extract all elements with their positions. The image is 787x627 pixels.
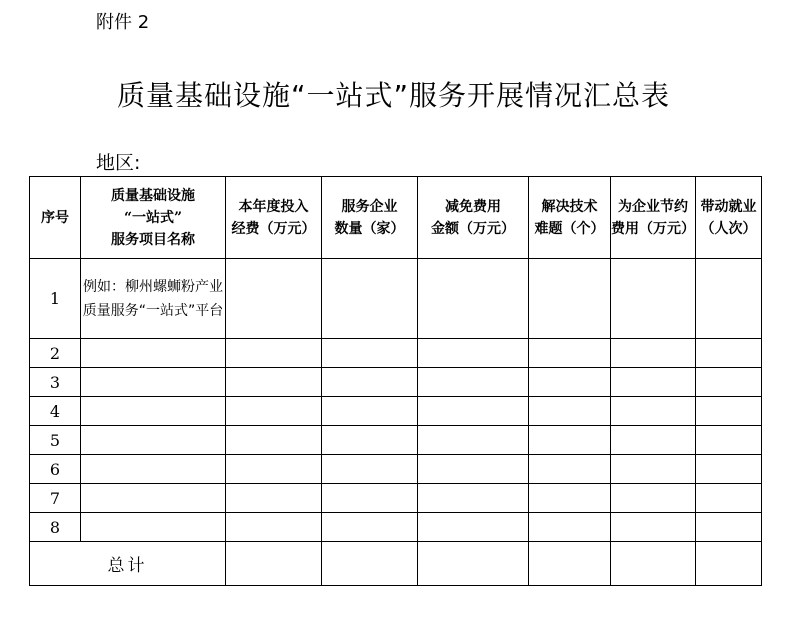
total-employment[interactable] bbox=[696, 542, 762, 586]
row-seq: 4 bbox=[30, 397, 81, 426]
row-project-name[interactable] bbox=[81, 397, 226, 426]
table-row bbox=[30, 259, 762, 339]
cell-fee-reduction[interactable] bbox=[418, 259, 529, 339]
row-project-name[interactable]: 例如：柳州螺蛳粉产业质量服务“一站式”平台 bbox=[81, 259, 226, 339]
cell-cost-saving[interactable] bbox=[611, 513, 696, 542]
region-label: 地区: bbox=[96, 152, 141, 174]
cell-employment[interactable] bbox=[696, 484, 762, 513]
cell-employment[interactable] bbox=[696, 513, 762, 542]
cell-enterprises[interactable] bbox=[322, 513, 418, 542]
cell-enterprises[interactable] bbox=[322, 368, 418, 397]
cell-cost-saving[interactable] bbox=[611, 426, 696, 455]
table-row bbox=[30, 339, 762, 368]
cell-investment[interactable] bbox=[226, 426, 322, 455]
row-project-name[interactable] bbox=[81, 339, 226, 368]
cell-cost-saving[interactable] bbox=[611, 259, 696, 339]
total-row bbox=[30, 542, 762, 586]
row-seq: 3 bbox=[30, 368, 81, 397]
cell-investment[interactable] bbox=[226, 259, 322, 339]
cell-tech-problems[interactable] bbox=[529, 397, 611, 426]
header-project-name: 质量基础设施 “一站式” 服务项目名称 bbox=[81, 177, 226, 259]
cell-cost-saving[interactable] bbox=[611, 368, 696, 397]
header-enterprises: 服务企业 数量（家） bbox=[322, 177, 418, 259]
cell-tech-problems[interactable] bbox=[529, 426, 611, 455]
row-project-name[interactable] bbox=[81, 368, 226, 397]
cell-enterprises[interactable] bbox=[322, 455, 418, 484]
cell-enterprises[interactable] bbox=[322, 397, 418, 426]
cell-cost-saving[interactable] bbox=[611, 397, 696, 426]
table-row bbox=[30, 397, 762, 426]
cell-investment[interactable] bbox=[226, 397, 322, 426]
header-employment: 带动就业 （人次） bbox=[696, 177, 762, 259]
header-seq: 序号 bbox=[30, 177, 81, 259]
cell-enterprises[interactable] bbox=[322, 259, 418, 339]
cell-employment[interactable] bbox=[696, 426, 762, 455]
total-label-cell bbox=[30, 542, 226, 586]
cell-investment[interactable] bbox=[226, 484, 322, 513]
total-tech-problems[interactable] bbox=[529, 542, 611, 586]
cell-tech-problems[interactable] bbox=[529, 484, 611, 513]
cell-tech-problems[interactable] bbox=[529, 259, 611, 339]
cell-enterprises[interactable] bbox=[322, 426, 418, 455]
row-seq: 6 bbox=[30, 455, 81, 484]
total-investment[interactable] bbox=[226, 542, 322, 586]
total-label: 总计 bbox=[107, 556, 148, 576]
cell-employment[interactable] bbox=[696, 455, 762, 484]
header-investment: 本年度投入 经费（万元） bbox=[226, 177, 322, 259]
row-seq: 5 bbox=[30, 426, 81, 455]
cell-employment[interactable] bbox=[696, 397, 762, 426]
total-enterprises[interactable] bbox=[322, 542, 418, 586]
cell-employment[interactable] bbox=[696, 368, 762, 397]
cell-employment[interactable] bbox=[696, 339, 762, 368]
row-project-name[interactable] bbox=[81, 484, 226, 513]
row-seq: 2 bbox=[30, 339, 81, 368]
cell-fee-reduction[interactable] bbox=[418, 397, 529, 426]
row-project-name[interactable] bbox=[81, 455, 226, 484]
header-cost-saving: 为企业节约 费用（万元） bbox=[611, 177, 696, 259]
row-seq: 8 bbox=[30, 513, 81, 542]
page-title: 质量基础设施“一站式”服务开展情况汇总表 bbox=[116, 79, 670, 112]
table-row bbox=[30, 368, 762, 397]
cell-employment[interactable] bbox=[696, 259, 762, 339]
table-row bbox=[30, 455, 762, 484]
cell-tech-problems[interactable] bbox=[529, 455, 611, 484]
attachment-label: 附件 2 bbox=[96, 12, 150, 33]
cell-fee-reduction[interactable] bbox=[418, 368, 529, 397]
cell-investment[interactable] bbox=[226, 455, 322, 484]
row-seq: 1 bbox=[30, 259, 81, 339]
cell-tech-problems[interactable] bbox=[529, 368, 611, 397]
header-row bbox=[30, 177, 762, 259]
cell-fee-reduction[interactable] bbox=[418, 426, 529, 455]
cell-fee-reduction[interactable] bbox=[418, 455, 529, 484]
header-tech-problems: 解决技术 难题（个） bbox=[529, 177, 611, 259]
cell-investment[interactable] bbox=[226, 513, 322, 542]
cell-cost-saving[interactable] bbox=[611, 339, 696, 368]
row-project-name[interactable] bbox=[81, 426, 226, 455]
cell-investment[interactable] bbox=[226, 339, 322, 368]
cell-fee-reduction[interactable] bbox=[418, 484, 529, 513]
table-row bbox=[30, 513, 762, 542]
header-fee-reduction: 减免费用 金额（万元） bbox=[418, 177, 529, 259]
table-row bbox=[30, 426, 762, 455]
cell-cost-saving[interactable] bbox=[611, 484, 696, 513]
total-fee-reduction[interactable] bbox=[418, 542, 529, 586]
table-row bbox=[30, 484, 762, 513]
row-project-name[interactable] bbox=[81, 513, 226, 542]
cell-tech-problems[interactable] bbox=[529, 339, 611, 368]
cell-investment[interactable] bbox=[226, 368, 322, 397]
cell-enterprises[interactable] bbox=[322, 339, 418, 368]
cell-tech-problems[interactable] bbox=[529, 513, 611, 542]
summary-table bbox=[29, 176, 762, 586]
cell-fee-reduction[interactable] bbox=[418, 513, 529, 542]
cell-cost-saving[interactable] bbox=[611, 455, 696, 484]
total-cost-saving[interactable] bbox=[611, 542, 696, 586]
cell-enterprises[interactable] bbox=[322, 484, 418, 513]
cell-fee-reduction[interactable] bbox=[418, 339, 529, 368]
row-seq: 7 bbox=[30, 484, 81, 513]
